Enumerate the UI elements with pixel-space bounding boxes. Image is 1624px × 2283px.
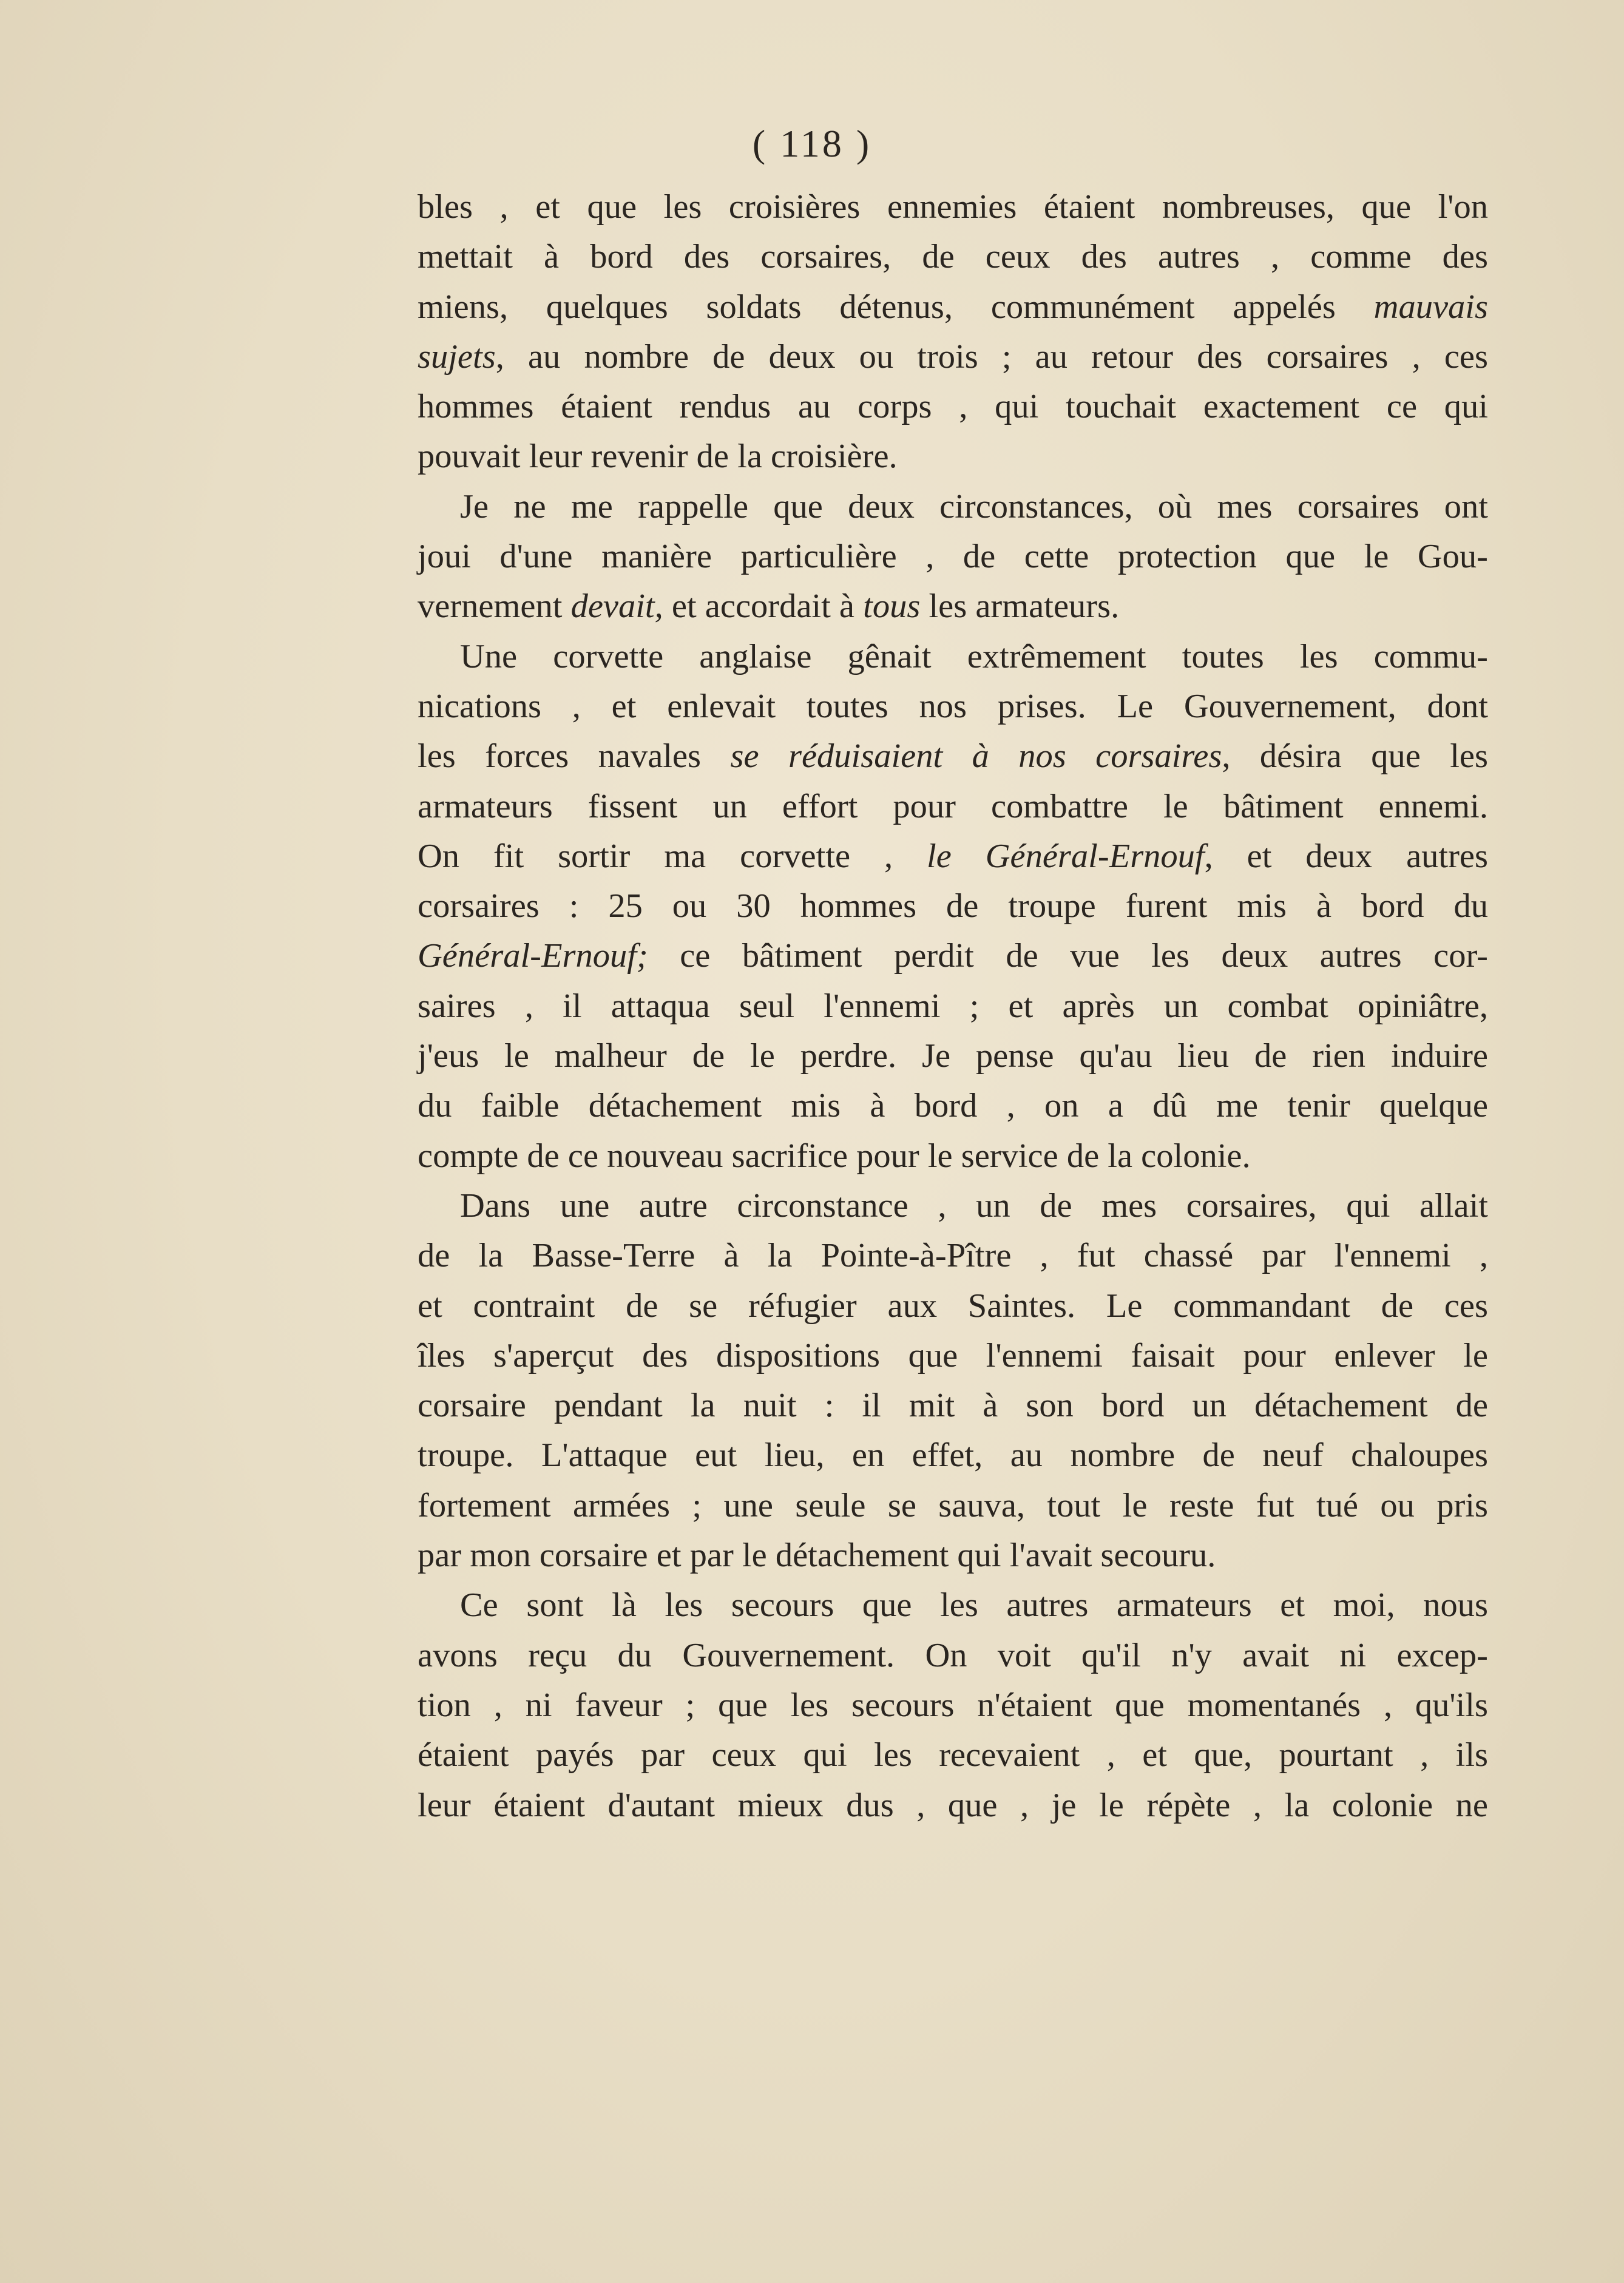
text-line (418, 581, 1488, 631)
italic-text-run: se réduisaient à nos corsaires (730, 737, 1222, 776)
paragraph (418, 632, 1488, 1181)
paragraph (418, 182, 1488, 482)
text-run: Dans une autre circonstance , un de mes corsaires, qui allait (460, 1186, 1488, 1225)
text-line (418, 282, 1488, 332)
text-run: , au nombre de deux ou trois ; au retour des corsaires , ces (495, 337, 1488, 376)
text-run: ce bâtiment perdit de vue les deux autres cor- (648, 937, 1488, 975)
italic-text-run: mauvais (1373, 288, 1488, 326)
text-line (418, 1631, 1488, 1680)
text-run: les armateurs. (920, 587, 1120, 626)
text-run: troupe. L'attaque eut lieu, en effet, au nombre de neuf chaloupes (418, 1436, 1488, 1475)
text-run: et accordait à (663, 587, 864, 626)
text-line (418, 482, 1488, 532)
text-line (418, 1381, 1488, 1430)
text-run: avons reçu du Gouvernement. On voit qu'il n'y avait ni excep- (418, 1636, 1488, 1674)
text-line (418, 1331, 1488, 1381)
paragraph (418, 482, 1488, 632)
text-line (418, 881, 1488, 931)
text-run: j'eus le malheur de le perdre. Je pense qu'au lieu de rien induire (418, 1037, 1488, 1075)
italic-text-run: tous (863, 587, 921, 626)
text-run: On fit sortir ma corvette , (418, 837, 927, 875)
text-run: joui d'une manière particulière , de cette protection que le Gou- (418, 538, 1488, 576)
text-run: fortement armées ; une seule se sauva, tout le reste fut tué ou pris (418, 1486, 1488, 1524)
text-run: armateurs fissent un effort pour combattre le bâtiment ennemi. (418, 787, 1488, 825)
paragraph (418, 1181, 1488, 1580)
text-run: îles s'aperçut des dispositions que l'ennemi faisait pour enlever le (418, 1336, 1488, 1375)
text-run: vernement (418, 587, 571, 626)
text-run: étaient payés par ceux qui les recevaient , et que, pourtant , ils (418, 1736, 1488, 1774)
text-line (418, 1781, 1488, 1830)
text-run: bles , et que les croisières ennemies étaient nombreuses, que l'on (418, 188, 1488, 226)
text-run: tion , ni faveur ; que les secours n'étaient que momentanés , qu'ils (418, 1686, 1488, 1724)
page-number: ( 118 ) (752, 122, 872, 165)
text-run: de la Basse-Terre à la Pointe-à-Pître , fut chassé par l'ennemi , (418, 1237, 1488, 1275)
text-line (418, 1680, 1488, 1730)
text-run: Une corvette anglaise gênait extrêmement toutes les commu- (460, 637, 1488, 675)
text-run: par mon corsaire et par le détachement qui l'avait secouru. (418, 1537, 1216, 1575)
text-line (418, 1131, 1488, 1181)
italic-text-run: Général-Ernouf; (418, 937, 648, 975)
text-run: hommes étaient rendus au corps , qui touchait exactement ce qui (418, 388, 1488, 426)
text-run: compte de ce nouveau sacrifice pour le service de la colonie. (418, 1137, 1251, 1175)
text-line (418, 382, 1488, 431)
text-run: corsaires : 25 ou 30 hommes de troupe furent mis à bord du (418, 887, 1488, 925)
italic-text-run: le Général-Ernouf (927, 837, 1205, 875)
text-line (418, 1181, 1488, 1231)
text-run: mettait à bord des corsaires, de ceux des autres , comme des (418, 238, 1488, 276)
text-line (418, 632, 1488, 682)
text-line (418, 1031, 1488, 1081)
text-line (418, 1481, 1488, 1530)
text-run: Je ne me rappelle que deux circonstances, où mes corsaires ont (460, 487, 1488, 526)
text-line (418, 1081, 1488, 1131)
text-run: corsaire pendant la nuit : il mit à son bord un détachement de (418, 1387, 1488, 1425)
text-line (418, 682, 1488, 731)
text-run: pouvait leur revenir de la croisière. (418, 438, 898, 476)
text-run: Ce sont là les secours que les autres armateurs et moi, nous (460, 1586, 1488, 1625)
text-line (418, 1231, 1488, 1280)
text-run: les forces navales (418, 737, 731, 776)
text-line (418, 182, 1488, 232)
text-run: leur étaient d'autant mieux dus , que , je le répète , la colonie ne (418, 1786, 1488, 1824)
text-line (418, 1580, 1488, 1630)
text-run: du faible détachement mis à bord , on a dû me tenir quelque (418, 1087, 1488, 1125)
text-run: nications , et enlevait toutes nos prises. Le Gouvernement, dont (418, 687, 1488, 725)
text-line (418, 782, 1488, 831)
text-run: , désira que les (1222, 737, 1489, 776)
text-line (418, 1430, 1488, 1480)
text-line (418, 232, 1488, 282)
text-run: miens, quelques soldats détenus, communément appelés (418, 288, 1374, 326)
paragraph (418, 1580, 1488, 1830)
italic-text-run: devait, (570, 587, 663, 626)
text-line (418, 431, 1488, 481)
text-line (418, 1730, 1488, 1780)
text-line (418, 731, 1488, 781)
text-line (418, 931, 1488, 981)
text-line (418, 1530, 1488, 1580)
text-run: , et deux autres (1204, 837, 1488, 875)
text-line (418, 981, 1488, 1031)
body-text (418, 182, 1488, 1830)
text-line (418, 1281, 1488, 1331)
text-line (418, 332, 1488, 382)
text-line (418, 532, 1488, 581)
text-run: et contraint de se réfugier aux Saintes. Le commandant de ces (418, 1287, 1488, 1325)
italic-text-run: sujets (418, 337, 496, 376)
text-run: saires , il attaqua seul l'ennemi ; et après un combat opiniâtre, (418, 987, 1488, 1025)
text-line (418, 831, 1488, 881)
